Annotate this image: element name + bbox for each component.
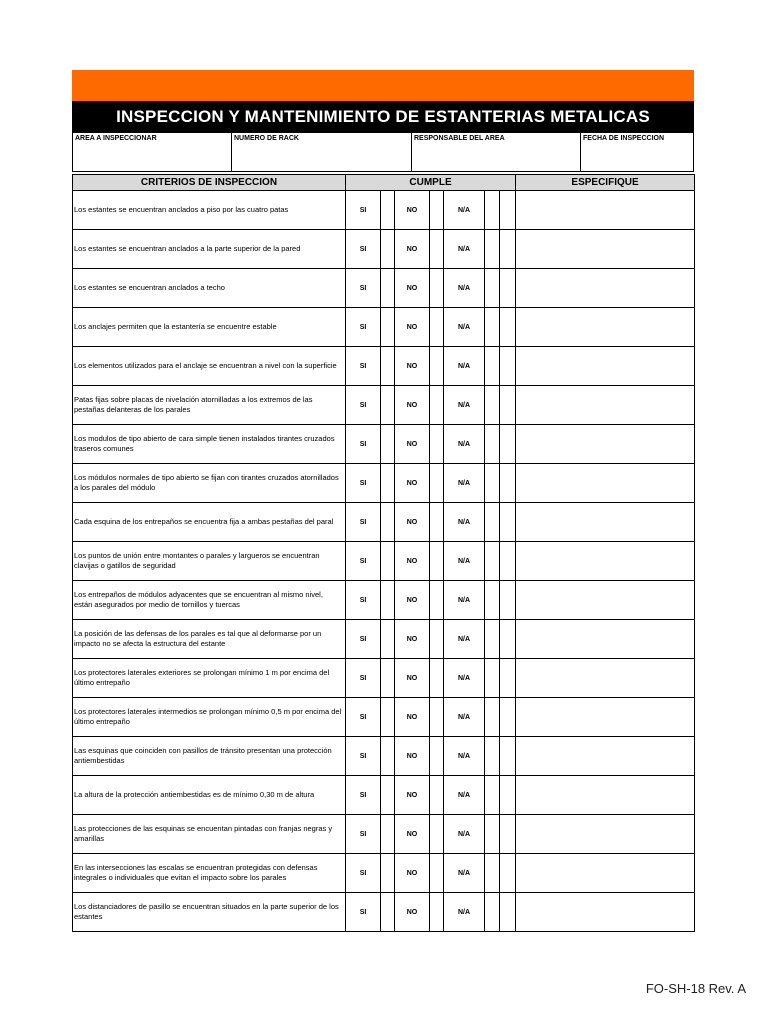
option-si-checkbox[interactable] bbox=[381, 191, 395, 230]
inspection-form bbox=[72, 70, 694, 932]
option-no-checkbox[interactable] bbox=[430, 542, 444, 581]
option-no-label: NO bbox=[395, 386, 430, 425]
criteria-table bbox=[72, 174, 695, 932]
option-na-checkbox[interactable] bbox=[485, 230, 500, 269]
option-na-checkbox[interactable] bbox=[485, 620, 500, 659]
option-na-label: N/A bbox=[444, 581, 485, 620]
option-no-checkbox[interactable] bbox=[430, 854, 444, 893]
table-row bbox=[73, 893, 695, 932]
option-na-label: N/A bbox=[444, 542, 485, 581]
option-si-checkbox[interactable] bbox=[381, 230, 395, 269]
option-no-checkbox[interactable] bbox=[430, 425, 444, 464]
specify-field[interactable] bbox=[516, 542, 695, 581]
table-row bbox=[73, 308, 695, 347]
extra-mark-cell[interactable] bbox=[500, 347, 516, 386]
specify-field[interactable] bbox=[516, 659, 695, 698]
option-no-label: NO bbox=[395, 815, 430, 854]
field-rack-number[interactable]: NUMERO DE RACK bbox=[232, 133, 412, 171]
option-si-checkbox[interactable] bbox=[381, 737, 395, 776]
option-si-checkbox[interactable] bbox=[381, 347, 395, 386]
specify-field[interactable] bbox=[516, 581, 695, 620]
option-no-label: NO bbox=[395, 308, 430, 347]
table-row bbox=[73, 815, 695, 854]
option-si-checkbox[interactable] bbox=[381, 542, 395, 581]
table-row bbox=[73, 542, 695, 581]
specify-field[interactable] bbox=[516, 893, 695, 932]
option-no-checkbox[interactable] bbox=[430, 659, 444, 698]
option-no-label: NO bbox=[395, 542, 430, 581]
option-si-checkbox[interactable] bbox=[381, 425, 395, 464]
criterion-text: Patas fijas sobre placas de nivelación atornilladas a los extremos de las pestañas delanteras de los parales bbox=[73, 386, 346, 425]
criteria-column-header: CRITERIOS DE INSPECCION bbox=[73, 175, 346, 191]
criterion-text: Los estantes se encuentran anclados a la parte superior de la pared bbox=[73, 230, 346, 269]
option-na-checkbox[interactable] bbox=[485, 737, 500, 776]
option-na-label: N/A bbox=[444, 230, 485, 269]
option-no-checkbox[interactable] bbox=[430, 347, 444, 386]
option-si-label: SI bbox=[346, 698, 381, 737]
extra-mark-cell[interactable] bbox=[500, 620, 516, 659]
option-na-checkbox[interactable] bbox=[485, 776, 500, 815]
criterion-text: Las protecciones de las esquinas se encuentan pintadas con franjas negras y amarillas bbox=[73, 815, 346, 854]
option-si-checkbox[interactable] bbox=[381, 815, 395, 854]
option-na-checkbox[interactable] bbox=[485, 425, 500, 464]
option-na-label: N/A bbox=[444, 425, 485, 464]
option-si-checkbox[interactable] bbox=[381, 269, 395, 308]
option-si-label: SI bbox=[346, 776, 381, 815]
option-si-checkbox[interactable] bbox=[381, 854, 395, 893]
option-na-checkbox[interactable] bbox=[485, 464, 500, 503]
option-si-label: SI bbox=[346, 425, 381, 464]
option-no-label: NO bbox=[395, 698, 430, 737]
extra-mark-cell[interactable] bbox=[500, 308, 516, 347]
option-si-checkbox[interactable] bbox=[381, 308, 395, 347]
table-row bbox=[73, 425, 695, 464]
option-no-label: NO bbox=[395, 776, 430, 815]
option-no-label: NO bbox=[395, 503, 430, 542]
option-na-checkbox[interactable] bbox=[485, 269, 500, 308]
option-na-label: N/A bbox=[444, 620, 485, 659]
table-row bbox=[73, 386, 695, 425]
option-no-label: NO bbox=[395, 659, 430, 698]
criterion-text: Los modulos de tipo abierto de cara simple tienen instalados tirantes cruzados traseros comunes bbox=[73, 425, 346, 464]
option-na-label: N/A bbox=[444, 737, 485, 776]
extra-mark-cell[interactable] bbox=[500, 854, 516, 893]
option-no-label: NO bbox=[395, 464, 430, 503]
option-na-label: N/A bbox=[444, 659, 485, 698]
option-si-label: SI bbox=[346, 191, 381, 230]
option-no-label: NO bbox=[395, 581, 430, 620]
form-header-fields bbox=[72, 133, 694, 172]
extra-mark-cell[interactable] bbox=[500, 464, 516, 503]
option-si-label: SI bbox=[346, 620, 381, 659]
option-si-checkbox[interactable] bbox=[381, 659, 395, 698]
option-si-label: SI bbox=[346, 269, 381, 308]
extra-mark-cell[interactable] bbox=[500, 425, 516, 464]
option-na-label: N/A bbox=[444, 386, 485, 425]
table-row bbox=[73, 620, 695, 659]
table-row bbox=[73, 581, 695, 620]
option-si-checkbox[interactable] bbox=[381, 581, 395, 620]
option-no-label: NO bbox=[395, 620, 430, 659]
option-na-checkbox[interactable] bbox=[485, 386, 500, 425]
option-si-checkbox[interactable] bbox=[381, 503, 395, 542]
option-na-checkbox[interactable] bbox=[485, 308, 500, 347]
field-inspection-date[interactable]: FECHA DE INSPECCION bbox=[583, 135, 665, 142]
option-na-checkbox[interactable] bbox=[485, 698, 500, 737]
extra-mark-cell[interactable] bbox=[500, 503, 516, 542]
option-no-checkbox[interactable] bbox=[430, 464, 444, 503]
option-si-label: SI bbox=[346, 581, 381, 620]
option-si-label: SI bbox=[346, 308, 381, 347]
option-na-checkbox[interactable] bbox=[485, 581, 500, 620]
option-si-label: SI bbox=[346, 893, 381, 932]
table-row bbox=[73, 698, 695, 737]
option-na-label: N/A bbox=[444, 698, 485, 737]
criterion-text: En las intersecciones las escalas se encuentran protegidas con defensas integrales o individuales que evitan el impacto sobre los parales bbox=[73, 854, 346, 893]
criterion-text: Los entrepaños de módulos adyacentes que se encuentran al mismo nivel, están asegurados por medio de tornillos y tuercas bbox=[73, 581, 346, 620]
option-na-checkbox[interactable] bbox=[485, 503, 500, 542]
option-na-label: N/A bbox=[444, 776, 485, 815]
option-no-checkbox[interactable] bbox=[430, 737, 444, 776]
option-si-label: SI bbox=[346, 386, 381, 425]
option-na-label: N/A bbox=[444, 893, 485, 932]
criterion-text: La altura de la protección antiembestidas es de mínimo 0,30 m de altura bbox=[73, 776, 346, 815]
specify-field[interactable] bbox=[516, 191, 695, 230]
option-si-checkbox[interactable] bbox=[381, 698, 395, 737]
option-no-checkbox[interactable] bbox=[430, 308, 444, 347]
criterion-text: Los distanciadores de pasillo se encuentran situados en la parte superior de los estantes bbox=[73, 893, 346, 932]
option-na-label: N/A bbox=[444, 308, 485, 347]
criterion-text: Los protectores laterales intermedios se prolongan mínimo 0,5 m por encima del último entrepaño bbox=[73, 698, 346, 737]
field-area[interactable]: AREA A INSPECCIONAR bbox=[73, 133, 232, 171]
extra-mark-cell[interactable] bbox=[500, 230, 516, 269]
criterion-text: Los protectores laterales exteriores se prolongan mínimo 1 m por encima del último entrepaño bbox=[73, 659, 346, 698]
option-si-label: SI bbox=[346, 659, 381, 698]
option-no-label: NO bbox=[395, 737, 430, 776]
criterion-text: Los estantes se encuentran anclados a piso por las cuatro patas bbox=[73, 191, 346, 230]
option-no-checkbox[interactable] bbox=[430, 581, 444, 620]
option-si-checkbox[interactable] bbox=[381, 620, 395, 659]
option-na-checkbox[interactable] bbox=[485, 659, 500, 698]
extra-mark-cell[interactable] bbox=[500, 659, 516, 698]
table-row bbox=[73, 503, 695, 542]
extra-mark-cell[interactable] bbox=[500, 386, 516, 425]
extra-mark-cell[interactable] bbox=[500, 581, 516, 620]
option-na-label: N/A bbox=[444, 815, 485, 854]
option-no-checkbox[interactable] bbox=[430, 776, 444, 815]
option-na-checkbox[interactable] bbox=[485, 347, 500, 386]
option-si-checkbox[interactable] bbox=[381, 776, 395, 815]
option-na-label: N/A bbox=[444, 347, 485, 386]
option-no-label: NO bbox=[395, 854, 430, 893]
specify-field[interactable] bbox=[516, 503, 695, 542]
table-row bbox=[73, 659, 695, 698]
specify-field[interactable] bbox=[516, 386, 695, 425]
option-no-checkbox[interactable] bbox=[430, 698, 444, 737]
option-na-label: N/A bbox=[444, 503, 485, 542]
specify-field[interactable] bbox=[516, 737, 695, 776]
option-si-label: SI bbox=[346, 464, 381, 503]
option-na-label: N/A bbox=[444, 191, 485, 230]
criterion-text: Los estantes se encuentran anclados a techo bbox=[73, 269, 346, 308]
specify-column-header: ESPECIFIQUE bbox=[516, 175, 695, 191]
option-no-checkbox[interactable] bbox=[430, 503, 444, 542]
option-no-checkbox[interactable] bbox=[430, 815, 444, 854]
option-si-label: SI bbox=[346, 815, 381, 854]
table-row bbox=[73, 737, 695, 776]
option-si-checkbox[interactable] bbox=[381, 464, 395, 503]
table-row bbox=[73, 854, 695, 893]
extra-mark-cell[interactable] bbox=[500, 191, 516, 230]
option-na-checkbox[interactable] bbox=[485, 542, 500, 581]
option-na-checkbox[interactable] bbox=[485, 893, 500, 932]
option-no-label: NO bbox=[395, 230, 430, 269]
table-row bbox=[73, 269, 695, 308]
table-row bbox=[73, 230, 695, 269]
specify-field[interactable] bbox=[516, 815, 695, 854]
option-na-label: N/A bbox=[444, 854, 485, 893]
orange-header-bar bbox=[72, 70, 694, 101]
table-header-row bbox=[73, 175, 695, 191]
option-no-checkbox[interactable] bbox=[430, 230, 444, 269]
extra-mark-cell[interactable] bbox=[500, 542, 516, 581]
extra-mark-cell[interactable] bbox=[500, 815, 516, 854]
table-row bbox=[73, 464, 695, 503]
specify-field[interactable] bbox=[516, 230, 695, 269]
option-si-label: SI bbox=[346, 737, 381, 776]
specify-field[interactable] bbox=[516, 308, 695, 347]
criterion-text: Los módulos normales de tipo abierto se fijan con tirantes cruzados atornillados a los parales del módulo bbox=[73, 464, 346, 503]
option-no-checkbox[interactable] bbox=[430, 620, 444, 659]
specify-field[interactable] bbox=[516, 776, 695, 815]
criterion-text: Las esquinas que coinciden con pasillos de tránsito presentan una protección antiembestidas bbox=[73, 737, 346, 776]
specify-field[interactable] bbox=[516, 620, 695, 659]
option-no-checkbox[interactable] bbox=[430, 893, 444, 932]
option-si-checkbox[interactable] bbox=[381, 386, 395, 425]
option-no-checkbox[interactable] bbox=[430, 386, 444, 425]
extra-mark-cell[interactable] bbox=[500, 269, 516, 308]
option-si-label: SI bbox=[346, 503, 381, 542]
option-si-checkbox[interactable] bbox=[381, 893, 395, 932]
option-si-label: SI bbox=[346, 230, 381, 269]
specify-field[interactable] bbox=[516, 854, 695, 893]
extra-mark-cell[interactable] bbox=[500, 893, 516, 932]
table-row bbox=[73, 191, 695, 230]
specify-field[interactable] bbox=[516, 464, 695, 503]
option-si-label: SI bbox=[346, 854, 381, 893]
option-si-label: SI bbox=[346, 542, 381, 581]
form-title: INSPECCION Y MANTENIMIENTO DE ESTANTERIAS METALICAS bbox=[72, 101, 694, 133]
option-no-label: NO bbox=[395, 347, 430, 386]
extra-mark-cell[interactable] bbox=[500, 698, 516, 737]
option-na-label: N/A bbox=[444, 269, 485, 308]
option-no-label: NO bbox=[395, 269, 430, 308]
extra-mark-cell[interactable] bbox=[500, 776, 516, 815]
option-si-label: SI bbox=[346, 347, 381, 386]
criterion-text: Los elementos utilizados para el anclaje se encuentran a nivel con la superficie bbox=[73, 347, 346, 386]
specify-field[interactable] bbox=[516, 269, 695, 308]
option-na-label: N/A bbox=[444, 464, 485, 503]
specify-field[interactable] bbox=[516, 425, 695, 464]
option-na-checkbox[interactable] bbox=[485, 854, 500, 893]
option-no-label: NO bbox=[395, 425, 430, 464]
specify-field[interactable] bbox=[516, 347, 695, 386]
cumple-column-header: CUMPLE bbox=[346, 175, 516, 191]
table-row bbox=[73, 347, 695, 386]
extra-mark-cell[interactable] bbox=[500, 737, 516, 776]
option-no-checkbox[interactable] bbox=[430, 269, 444, 308]
option-no-checkbox[interactable] bbox=[430, 191, 444, 230]
criterion-text: Los anclajes permiten que la estantería se encuentre estable bbox=[73, 308, 346, 347]
table-row bbox=[73, 776, 695, 815]
option-na-checkbox[interactable] bbox=[485, 815, 500, 854]
form-code: FO-SH-18 Rev. A bbox=[645, 981, 746, 996]
option-no-label: NO bbox=[395, 893, 430, 932]
field-area-responsible[interactable]: RESPONSABLE DEL AREA bbox=[412, 133, 581, 171]
criterion-text: La posición de las defensas de los parales es tal que al deformarse por un impacto no se afecta la estructura del estante bbox=[73, 620, 346, 659]
criterion-text: Cada esquina de los entrepaños se encuentra fija a ambas pestañas del paral bbox=[73, 503, 346, 542]
specify-field[interactable] bbox=[516, 698, 695, 737]
option-no-label: NO bbox=[395, 191, 430, 230]
criterion-text: Los puntos de unión entre montantes o parales y largueros se encuentran clavijas o gatillos de seguridad bbox=[73, 542, 346, 581]
option-na-checkbox[interactable] bbox=[485, 191, 500, 230]
